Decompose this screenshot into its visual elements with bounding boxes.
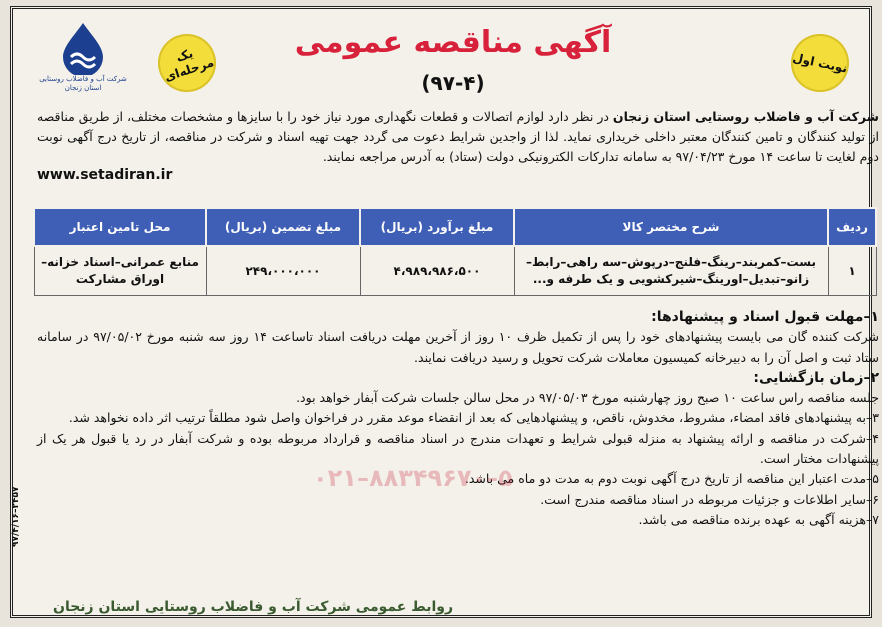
terms-section bbox=[37, 307, 879, 530]
section-1-text: شرکت کننده گان می بایست پیشنهادهای خود را پس از تکمیل ظرف ۱۰ روز از آخرین مهلت دریافت اسناد تاساعت ۱۴ روز سه شنبه مورخ ۹۷/۰۵/۰۲ در سامانه ستاد ثبت و اصل آن را به دبیرخانه کمیسیون معاملات شرکت تحویل و رسید دریافت نمایند. bbox=[37, 329, 879, 365]
section-5-text: ۵–مدت اعتبار این مناقصه از تاریخ درج آگهی نوبت دوم به مدت دو ماه می باشد. bbox=[464, 471, 879, 487]
stage-badge: یک مرحله‌ای bbox=[150, 26, 223, 99]
column-header-estimate: مبلغ برآورد (بریال) bbox=[360, 208, 514, 246]
footer-signature: روابط عمومی شرکت آب و فاضلاب روستایی استان زنجان bbox=[53, 599, 454, 615]
intro-paragraph bbox=[37, 107, 879, 167]
column-header-funding: محل تامین اعتبار bbox=[34, 208, 206, 246]
section-4-text: ۴–شرکت در مناقصه و ارائه پیشنهاد به منزله قبولی شرایط و تعهدات مندرج در اسناد مناقصه و قرارداد مربوطه بوده و شرکت آبفار در رد یا قبول هر یک از پیشنهادات مختار است. bbox=[37, 430, 879, 467]
side-code: ۹۷/۴/۱۶–۲۴۵۷ bbox=[11, 486, 21, 547]
cell-guarantee: ۲۴۹،۰۰۰،۰۰۰ bbox=[206, 246, 360, 296]
section-7-text: ۷–هزینه آگهی به عهده برنده مناقصه می باشد. bbox=[638, 511, 879, 527]
table-header-row bbox=[34, 208, 876, 246]
section-3-text: ۳–به پیشنهادهای فاقد امضاء، مشروط، مخدوش، ناقص، و پیشنهادهایی که بعد از انقضاء موعد مقرر در فراخوان واصل شود مطلقاً ترتیب اثر داده نخواهد شد. bbox=[68, 410, 879, 426]
tender-number: (۹۷-۴) bbox=[421, 71, 485, 95]
logo-caption-line: شرکت آب و فاضلاب روستایی bbox=[39, 75, 127, 83]
page-title: آگهی مناقصه عمومی bbox=[294, 25, 612, 60]
water-drop-logo-icon bbox=[55, 19, 111, 75]
section-2-title: ۲–زمان بازگشایی: bbox=[753, 369, 879, 386]
column-header-guarantee: مبلغ تضمین (بریال) bbox=[206, 208, 360, 246]
intro-tail: مراجعه نمایند. bbox=[322, 149, 397, 164]
cell-index: ۱ bbox=[828, 246, 876, 296]
items-table bbox=[33, 207, 877, 296]
website-link[interactable]: www.setadiran.ir bbox=[37, 167, 173, 183]
ad-frame bbox=[10, 6, 879, 618]
intro-text: در نظر دارد لوازم اتصالات و قطعات نگهداری مورد نیاز خود را با سایزها و مشخصات مختلف، از طریق مناقصه از تولید کنندگان و تامین کنندگان معتبر داخلی خریداری نماید. لذا از واجدین شرایط دعوت می گردد جهت تهیه اسناد و شرکت در مناقصه، از تاریخ درج آگهی نوبت دوم لغایت تا ساعت ۱۴ مورخ ۹۷/۰۴/۲۳ به سامانه تدارکات الکترونیکی دولت (ستاد) به آدرس bbox=[37, 109, 879, 164]
organization-name: شرکت آب و فاضلاب روستایی استان زنجان bbox=[612, 109, 879, 124]
turn-badge: نوبت اول bbox=[786, 29, 855, 98]
section-6-text: ۶–سایر اطلاعات و جزئیات مربوطه در اسناد مناقصه مندرج است. bbox=[540, 491, 879, 507]
logo-caption-line: استان زنجان bbox=[64, 84, 102, 92]
table-row bbox=[34, 246, 876, 296]
section-1-title: ۱–مهلت قبول اسناد و پیشنهادها: bbox=[651, 309, 879, 325]
section-2-text: جلسه مناقصه راس ساعت ۱۰ صبح روز چهارشنبه مورخ ۹۷/۰۵/۰۳ در محل سالن جلسات شرکت آبفار خواهد بود. bbox=[296, 390, 879, 406]
phone-watermark: ۰۲۱–۸۸۳۴۹۶۷۰–۵ bbox=[313, 464, 513, 492]
cell-description: بست–کمربند–رینگ–فلنج–درپوش–سه راهی–رابط–زانو–تبدیل–اورینگ–شیرکشویی و یک طرفه و... bbox=[514, 246, 828, 296]
column-header-description: شرح مختصر کالا bbox=[514, 208, 828, 246]
column-header-index: ردیف bbox=[828, 208, 876, 246]
organization-logo bbox=[33, 19, 133, 109]
cell-funding: منابع عمرانی–اسناد خزانه–اوراق مشارکت bbox=[34, 246, 206, 296]
cell-estimate: ۴،۹۸۹،۹۸۶،۵۰۰ bbox=[360, 246, 514, 296]
